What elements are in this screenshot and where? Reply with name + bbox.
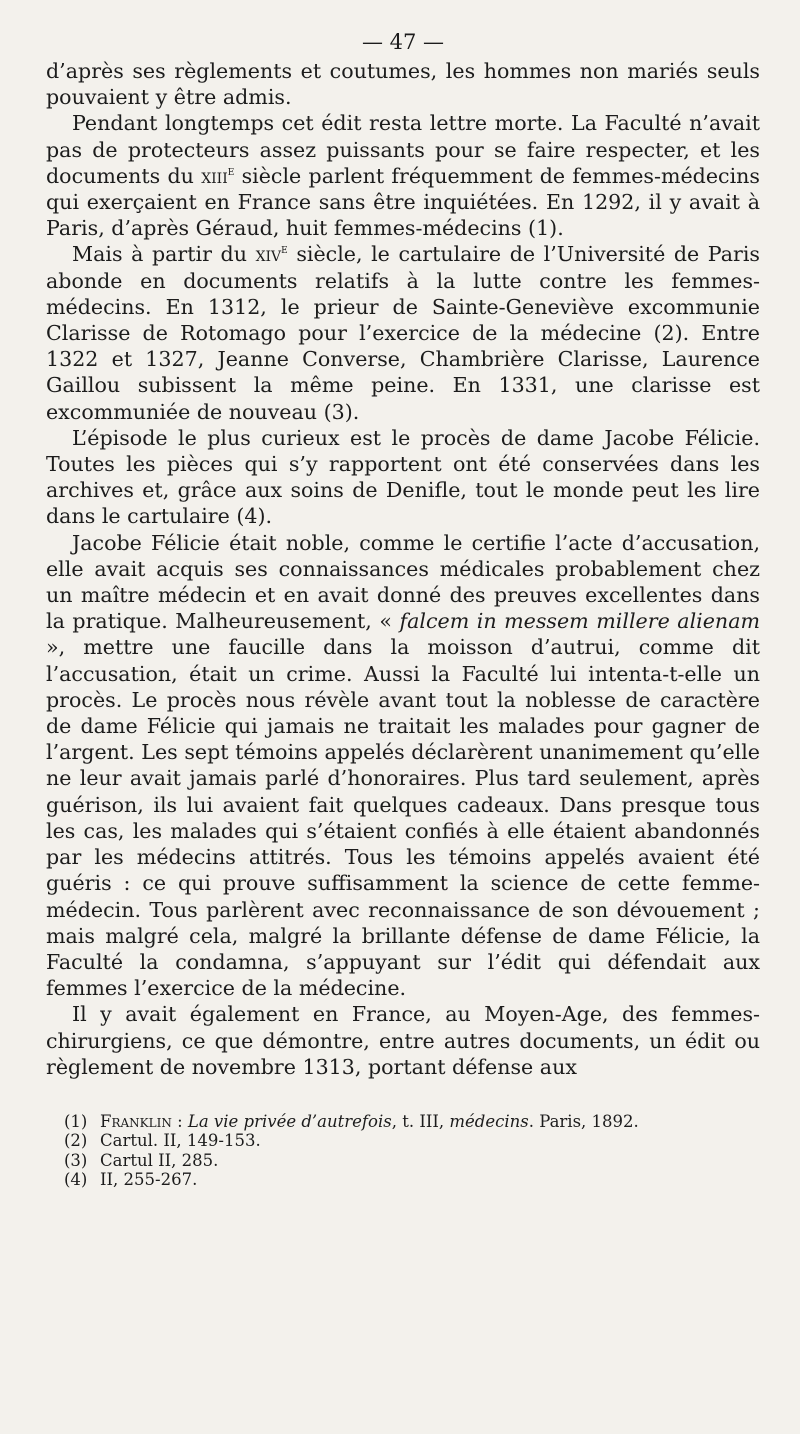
latin-quote: falcem in messem millere alienam [399,609,760,634]
paragraph-5-part-1: Jacobe Félicie était noble, comme le certifie l’acte d’accusation, elle avait acquis ses connaissances médicales probablement chez un maître médecin et en avait donné des preuves excellentes dans la pratique. Malheureusement, « [46,530,760,634]
paragraph-3-part-2: siècle, le cartulaire de l’Université de Paris abonde en documents relatifs à la lutte contre les femmes-médecins. En 1312, le prieur de Sainte-Geneviève excommunie Clarisse de Rotomago pour l’exercice de la médecine (2). Entre 1322 et 1327, Jeanne Converse, Chambrière Clarisse, Laurence Gaillou subissent la même peine. En 1331, une clarisse est excommuniée de nouveau (3). [46,242,760,424]
footnote-4: (4) II, 255-267. [64,1170,198,1190]
footnote-2: (2) Cartul. II, 149-153. [64,1131,261,1151]
footnotes [46,1112,760,1190]
footnote-author: Franklin [100,1111,172,1131]
footnote-subtitle: médecins [449,1111,529,1131]
paragraph-5-part-2: », mettre une faucille dans la moisson d’autrui, comme dit l’accusation, était un crime. Aussi la Faculté lui intenta-t-elle un procès. Le procès nous révèle avant tout la noblesse de caractère de dame Félicie qui jamais ne traitait les malades pour gagner de l’argent. Les sept témoins appelés déclarèrent unanimement qu’elle ne leur avait jamais parlé d’honoraires. Plus tard seulement, après guérison, ils lui avaient fait quelques cadeaux. Dans presque tous les cas, les malades qui s’étaient confiés à elle étaient abandonnés par les médecins attitrés. Tous les témoins appelés avaient été guéris : ce qui prouve suffisamment la science de cette femme-médecin. Tous parlèrent avec reconnaissance de son dévouement ; mais malgré cela, malgré la brillante défense de dame Félicie, la Faculté la condamna, s’appuyant sur l’édit qui défendait aux femmes l’exercice de la médecine. [46,635,760,1001]
footnote-title: La vie privée d’autrefois [187,1111,392,1131]
century-14: xiv$^e$ [255,242,288,267]
footnote-3: (3) Cartul II, 285. [64,1150,219,1170]
body-text [46,58,760,1080]
paragraph-2-part-2: siècle parlent fréquemment de femmes-médecins qui exerçaient en France sans être inquiétées. En 1292, il y avait à Paris, d’après Géraud, huit femmes-médecins (1). [46,163,760,241]
paragraph-2-part-1: Pendant longtemps cet édit resta lettre morte. La Faculté n’avait pas de protecteurs assez puissants pour se faire respecter, et les documents du [46,111,760,188]
paragraph-4: L’épisode le plus curieux est le procès de dame Jacobe Félicie. Toutes les pièces qui s’y rapportent ont été conservées dans les archives et, grâce aux soins de Denifle, tout le monde peut les lire dans le cartulaire (4). [46,425,760,529]
paragraph-3 [46,241,760,424]
footnote-1: (1) Franklin : La vie privée d’autrefois, t. III, médecins. Paris, 1892. [64,1111,639,1131]
paragraph-1: d’après ses règlements et coutumes, les hommes non mariés seuls pouvaient y être admis. [46,59,760,110]
century-13: xiii$^e$ [201,163,235,188]
paragraph-3-part-1: Mais à partir du [72,242,256,267]
page-number: — 47 — [361,30,445,54]
paragraph-6: Il y avait également en France, au Moyen-Age, des femmes-chirurgiens, ce que démontre, entre autres documents, un édit ou règlement de novembre 1313, portant défense aux [46,1002,760,1079]
paragraph-2 [46,110,760,241]
paragraph-5 [46,530,760,1002]
